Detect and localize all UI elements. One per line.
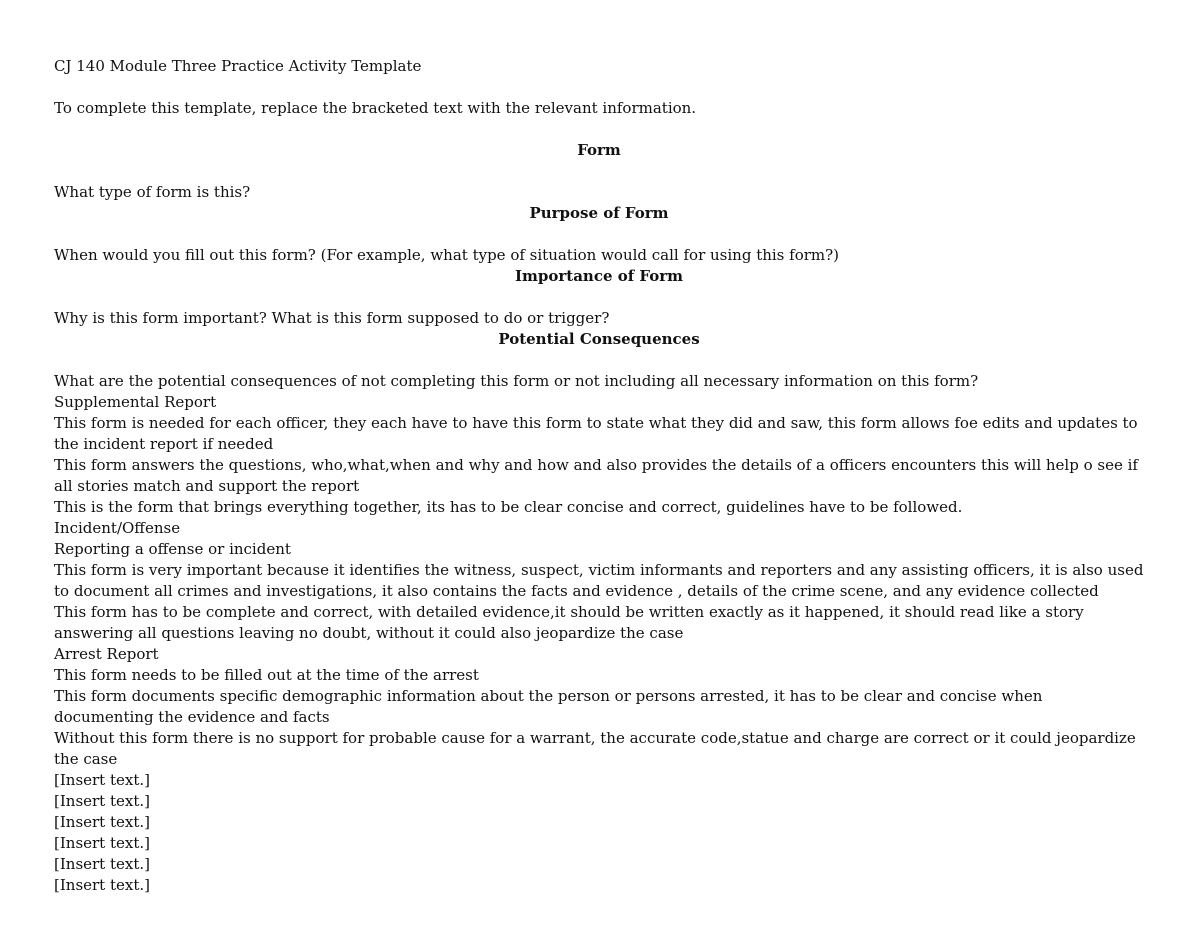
- section-question-form: What type of form is this?: [54, 183, 251, 201]
- entry-line[interactable]: Reporting a offense or incident: [54, 540, 291, 558]
- entry-line[interactable]: This form answers the questions, who,what,when and why and how and also provides the details of a officers encounters this will help o see if all stories match and support the report: [54, 456, 1138, 495]
- document-page: [54, 56, 1144, 896]
- insert-text-placeholder[interactable]: [Insert text.]: [54, 813, 150, 831]
- entry-line[interactable]: Without this form there is no support for probable cause for a warrant, the accurate code,statue and charge are correct or it could jeopardize the case: [54, 729, 1136, 768]
- entry-line[interactable]: This is the form that brings everything together, its has to be clear concise and correct, guidelines have to be followed.: [54, 498, 963, 516]
- entry-line[interactable]: This form is needed for each officer, they each have to have this form to state what they did and saw, this form allows foe edits and updates to the incident report if needed: [54, 414, 1138, 453]
- entry-line[interactable]: Incident/Offense: [54, 519, 181, 537]
- section-question-purpose: When would you fill out this form? (For example, what type of situation would call for using this form?): [54, 246, 840, 264]
- insert-text-placeholder[interactable]: [Insert text.]: [54, 771, 150, 789]
- section-heading-consequences: Potential Consequences: [498, 330, 700, 348]
- section-heading-purpose: Purpose of Form: [529, 204, 669, 222]
- entry-line[interactable]: This form needs to be filled out at the time of the arrest: [54, 666, 479, 684]
- entries-list: [54, 392, 1144, 896]
- section-question-consequences: What are the potential consequences of not completing this form or not including all necessary information on this form?: [54, 372, 979, 390]
- entry-line[interactable]: This form is very important because it identifies the witness, suspect, victim informants and reporters and any assisting officers, it is also used to document all crimes and investigations, it also contains the facts and evidence , details of the crime scene, and any evidence collected: [54, 561, 1144, 600]
- entry-line[interactable]: Arrest Report: [54, 645, 159, 663]
- section-heading-form: Form: [577, 141, 621, 159]
- insert-text-placeholder[interactable]: [Insert text.]: [54, 792, 150, 810]
- insert-text-placeholder[interactable]: [Insert text.]: [54, 855, 150, 873]
- section-question-importance: Why is this form important? What is this form supposed to do or trigger?: [54, 309, 610, 327]
- entry-line[interactable]: Supplemental Report: [54, 393, 217, 411]
- insert-text-placeholder[interactable]: [Insert text.]: [54, 834, 150, 852]
- insert-text-placeholder[interactable]: [Insert text.]: [54, 876, 150, 894]
- entry-line[interactable]: This form documents specific demographic information about the person or persons arrested, it has to be clear and concise when documenting the evidence and facts: [54, 687, 1043, 726]
- section-heading-importance: Importance of Form: [514, 267, 684, 285]
- entry-line[interactable]: This form has to be complete and correct, with detailed evidence,it should be written exactly as it happened, it should read like a story answering all questions leaving no doubt, without it could also jeopardize the case: [54, 603, 1084, 642]
- document-title: CJ 140 Module Three Practice Activity Template: [54, 57, 422, 75]
- instructions-text: To complete this template, replace the bracketed text with the relevant information.: [54, 99, 697, 117]
